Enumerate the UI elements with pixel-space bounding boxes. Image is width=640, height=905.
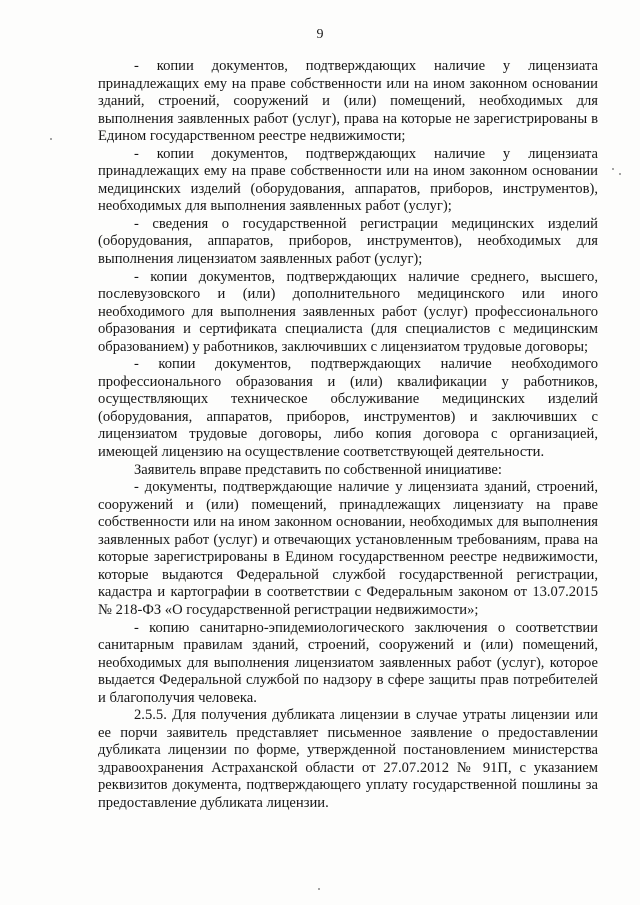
paragraph-copies-medical-devices: - копии документов, подтверждающих наличие у лицензиата принадлежащих ему на праве собственности или на ином законном основании медицинских изделий (оборудования, аппаратов, приборов, инструментов), необходимых для выполнения заявленных работ (услуг); [98, 145, 598, 215]
paragraph-license-duplicate: 2.5.5. Для получения дубликата лицензии в случае утраты лицензии или ее порчи заявитель представляет письменное заявление о предоставлении дубликата лицензии по форме, утвержденной постановлением министерства здравоохранения Астраханской области от 27.07.2012 № 91П, с указанием реквизитов документа, подтверждающего уплату государственной пошлины за предоставление дубликата лицензии. [98, 707, 598, 811]
paragraph-copies-qualification: - копии документов, подтверждающих наличие необходимого профессионального образования и (или) квалификации у работников, осуществляющих техническое обслуживание медицинских изделий (оборудования, аппаратов, приборов, инструментов) и заключивших с лицензиатом трудовые договоры, либо копия договора с организацией, имеющей лицензию на осуществление соответствующей деятельности. [98, 356, 598, 461]
scan-speck [50, 138, 52, 140]
paragraph-own-initiative: Заявитель вправе представить по собственной инициативе: [134, 461, 502, 478]
scan-speck [612, 168, 614, 170]
paragraph-copies-education: - копии документов, подтверждающих наличие среднего, высшего, послевузовского и (или) дополнительного медицинского или иного необходимого для выполнения заявленных работ (услуг) профессионального образования и сертификата специалиста (для специалистов с медицинским образованием) у работников, заключивших с лицензиатом трудовые договоры; [98, 268, 598, 355]
paragraph-device-registration: - сведения о государственной регистрации медицинских изделий (оборудования, аппаратов, приборов, инструментов), необходимых для выполнения лицензиатом заявленных работ (услуг); [98, 215, 598, 268]
page-number: 9 [316, 27, 324, 42]
body-text [98, 58, 598, 813]
scan-speck [619, 173, 621, 175]
paragraph-sanitary-conclusion: - копию санитарно-эпидемиологического заключения о соответствии санитарным правилам зданий, строений, сооружений и (или) помещений, необходимых для выполнения лицензиатом заявленных работ (услуг), которое выдается Федеральной службой по надзору в сфере защиты прав потребителей и благополучия человека. [98, 619, 598, 706]
paragraph-copies-buildings: - копии документов, подтверждающих наличие у лицензиата принадлежащих ему на праве собственности или на ином законном основании зданий, строений, сооружений и (или) помещений, необходимых для выполнения заявленных работ (услуг), права на которые не зарегистрированы в Едином государственном реестре недвижимости; [98, 58, 598, 145]
paragraph-documents-buildings: - документы, подтверждающие наличие у лицензиата зданий, строений, сооружений и (или) помещений, принадлежащих лицензиату на праве собственности или на ином законном основании, необходимых для выполнения заявленных работ (услуг) и отвечающих установленным требованиям, права на которые зарегистрированы в Едином государственном реестре недвижимости, которые выдаются Федеральной службой государственной регистрации, кадастра и картографии в соответствии с Федеральным законом от 13.07.2015 № 218-ФЗ «О государственной регистрации недвижимости»; [98, 479, 598, 618]
scan-speck [318, 888, 320, 890]
